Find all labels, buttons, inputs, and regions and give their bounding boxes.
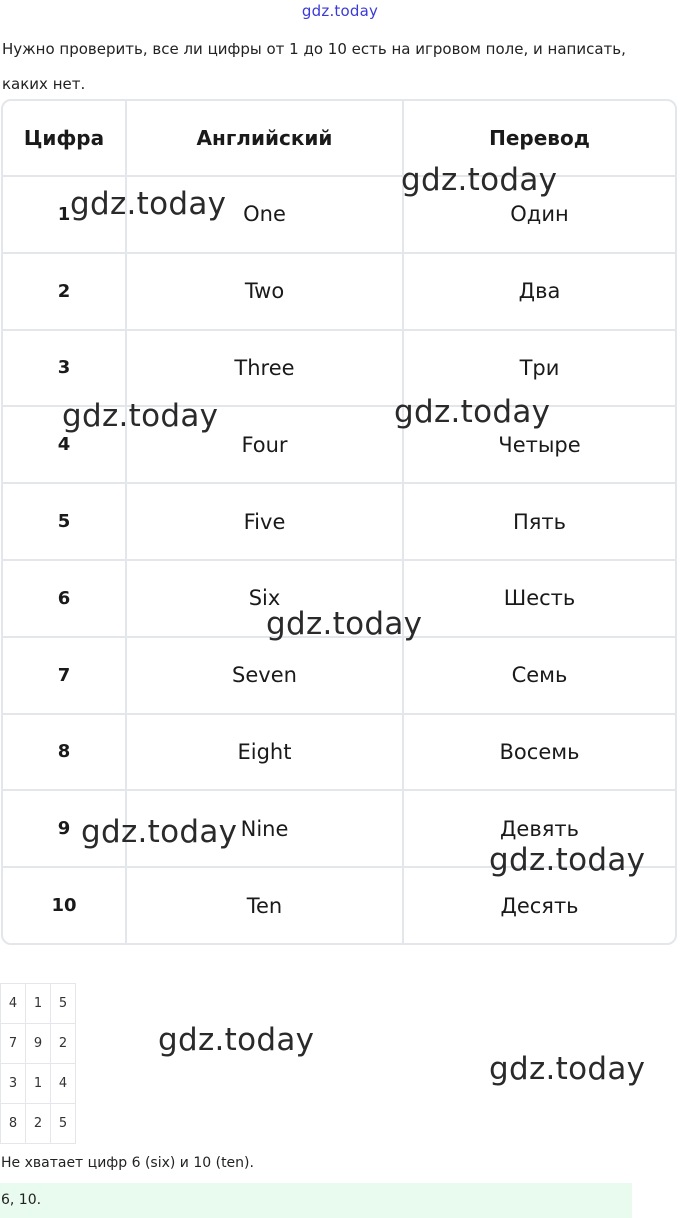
table-row [3, 637, 675, 714]
cell-english: Two [126, 253, 403, 330]
watermark: gdz.today [62, 398, 219, 434]
cell-english: One [126, 176, 403, 253]
table-row [3, 867, 675, 943]
cell-translation: Шесть [403, 560, 675, 637]
table-header-row [3, 101, 675, 176]
board-cell: 2 [51, 1024, 76, 1064]
cell-digit: 6 [3, 560, 126, 637]
header-english: Английский [126, 101, 403, 176]
cell-digit: 3 [3, 330, 126, 407]
watermark: gdz.today [158, 1022, 315, 1058]
cell-translation: Один [403, 176, 675, 253]
header-translation: Перевод [403, 101, 675, 176]
board-cell: 3 [1, 1064, 26, 1104]
watermark: gdz.today [489, 1051, 646, 1087]
cell-digit: 7 [3, 637, 126, 714]
cell-translation: Четыре [403, 406, 675, 483]
table-row [3, 176, 675, 253]
board-cell: 5 [51, 984, 76, 1024]
site-logo[interactable]: gdz.today [301, 2, 379, 20]
cell-translation: Девять [403, 790, 675, 867]
cell-digit: 4 [3, 406, 126, 483]
board-row [1, 1024, 76, 1064]
game-board [0, 983, 76, 1144]
cell-digit: 8 [3, 714, 126, 791]
board-cell: 9 [26, 1024, 51, 1064]
cell-digit: 9 [3, 790, 126, 867]
cell-english: Five [126, 483, 403, 560]
cell-english: Ten [126, 867, 403, 943]
table-row [3, 406, 675, 483]
cell-translation: Семь [403, 637, 675, 714]
watermark: gdz.today [401, 162, 558, 198]
watermark: gdz.today [266, 606, 423, 642]
watermark: gdz.today [81, 814, 238, 850]
numbers-table [1, 99, 677, 945]
cell-digit: 5 [3, 483, 126, 560]
board-cell: 5 [51, 1104, 76, 1144]
answer-box [0, 1183, 632, 1218]
cell-english: Six [126, 560, 403, 637]
cell-translation: Пять [403, 483, 675, 560]
cell-translation: Десять [403, 867, 675, 943]
table-row [3, 483, 675, 560]
cell-english: Eight [126, 714, 403, 791]
board-cell: 1 [26, 1064, 51, 1104]
board-cell: 4 [1, 984, 26, 1024]
cell-english: Three [126, 330, 403, 407]
table-row [3, 790, 675, 867]
table-row [3, 253, 675, 330]
cell-digit: 10 [3, 867, 126, 943]
cell-english: Four [126, 406, 403, 483]
board-row [1, 1104, 76, 1144]
cell-translation: Восемь [403, 714, 675, 791]
board-cell: 8 [1, 1104, 26, 1144]
board-cell: 2 [26, 1104, 51, 1144]
cell-english: Nine [126, 790, 403, 867]
watermark: gdz.today [489, 842, 646, 878]
cell-translation: Два [403, 253, 675, 330]
board-cell: 4 [51, 1064, 76, 1104]
cell-translation: Три [403, 330, 675, 407]
header-digit: Цифра [3, 101, 126, 176]
answer-text: 6, 10. [1, 1192, 42, 1208]
cell-digit: 1 [3, 176, 126, 253]
table-row [3, 560, 675, 637]
table-row [3, 714, 675, 791]
watermark: gdz.today [394, 394, 551, 430]
task-text: Нужно проверить, все ли цифры от 1 до 10 есть на игровом поле, и написать, каких нет. [2, 40, 626, 93]
missing-digits-text: Не хватает цифр 6 (six) и 10 (ten). [1, 1155, 254, 1171]
board-cell: 7 [1, 1024, 26, 1064]
board-cell: 1 [26, 984, 51, 1024]
board-row [1, 984, 76, 1024]
board-row [1, 1064, 76, 1104]
cell-english: Seven [126, 637, 403, 714]
cell-digit: 2 [3, 253, 126, 330]
table-row [3, 330, 675, 407]
watermark: gdz.today [70, 186, 227, 222]
